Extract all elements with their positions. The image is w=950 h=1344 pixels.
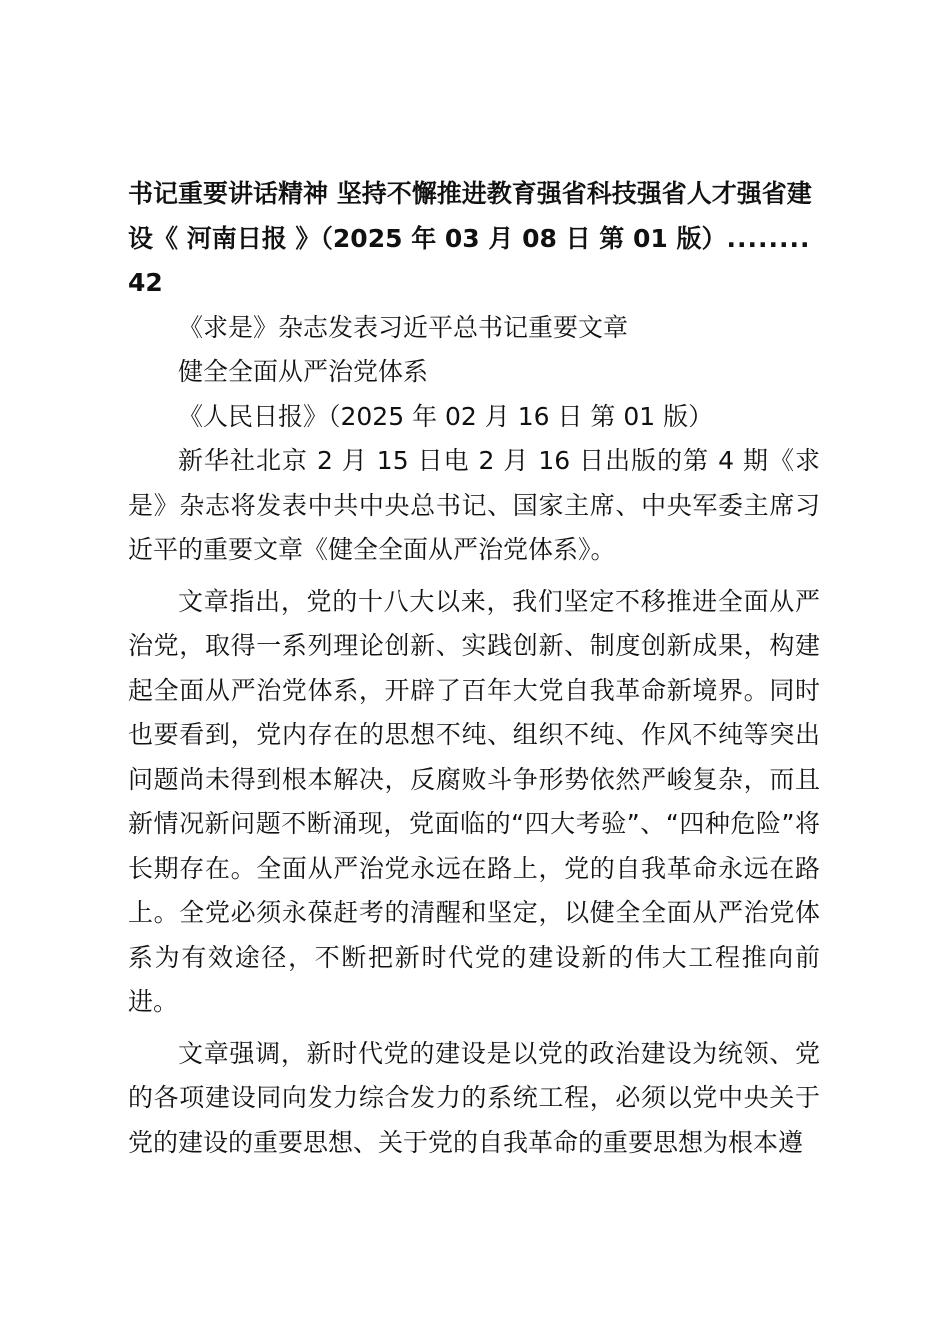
- article-paragraph-2: 文章指出，党的十八大以来，我们坚定不移推进全面从严治党，取得一系列理论创新、实践创新、制度创新成果，构建起全面从严治党体系，开辟了百年大党自我革命新境界。同时也要看到，党内存在的思想不纯、组织不纯、作风不纯等突出问题尚未得到根本解决，反腐败斗争形势依然严峻复杂，而且新情况新问题不断涌现，党面临的“四大考验”、“四种危险”将长期存在。全面从严治党永远在路上，党的自我革命永远在路上。全党必须永葆赶考的清醒和坚定，以健全全面从严治党体系为有效途径，不断把新时代党的建设新的伟大工程推向前进。: [128, 586, 820, 1016]
- article-paragraph-1: 新华社北京 2 月 15 日电 2 月 16 日出版的第 4 期《求是》杂志将发表中共中央总书记、国家主席、中央军委主席习近平的重要文章《健全全面从严治党体系》。: [128, 446, 820, 564]
- toc-entry[interactable]: [128, 172, 820, 306]
- toc-entry-title: 书记重要讲话精神 坚持不懈推进教育强省科技强省人才强省建设《 河南日报 》（2025 年 03 月 08 日 第 01 版）: [128, 179, 812, 253]
- article-headline-1: 《求是》杂志发表习近平总书记重要文章: [178, 312, 629, 342]
- article-headline-2: 健全全面从严治党体系: [178, 357, 429, 386]
- article-source: 《人民日报》（2025 年 02 月 16 日 第 01 版）: [178, 401, 714, 431]
- toc-page-number: 42: [128, 268, 163, 297]
- toc-leader-dots: ........: [726, 223, 811, 253]
- article-paragraph-3: 文章强调，新时代党的建设是以党的政治建设为统领、党的各项建设同向发力综合发力的系统工程，必须以党中央关于党的建设的重要思想、关于党的自我革命的重要思想为根本遵: [128, 1038, 820, 1157]
- document-body: [128, 172, 820, 1165]
